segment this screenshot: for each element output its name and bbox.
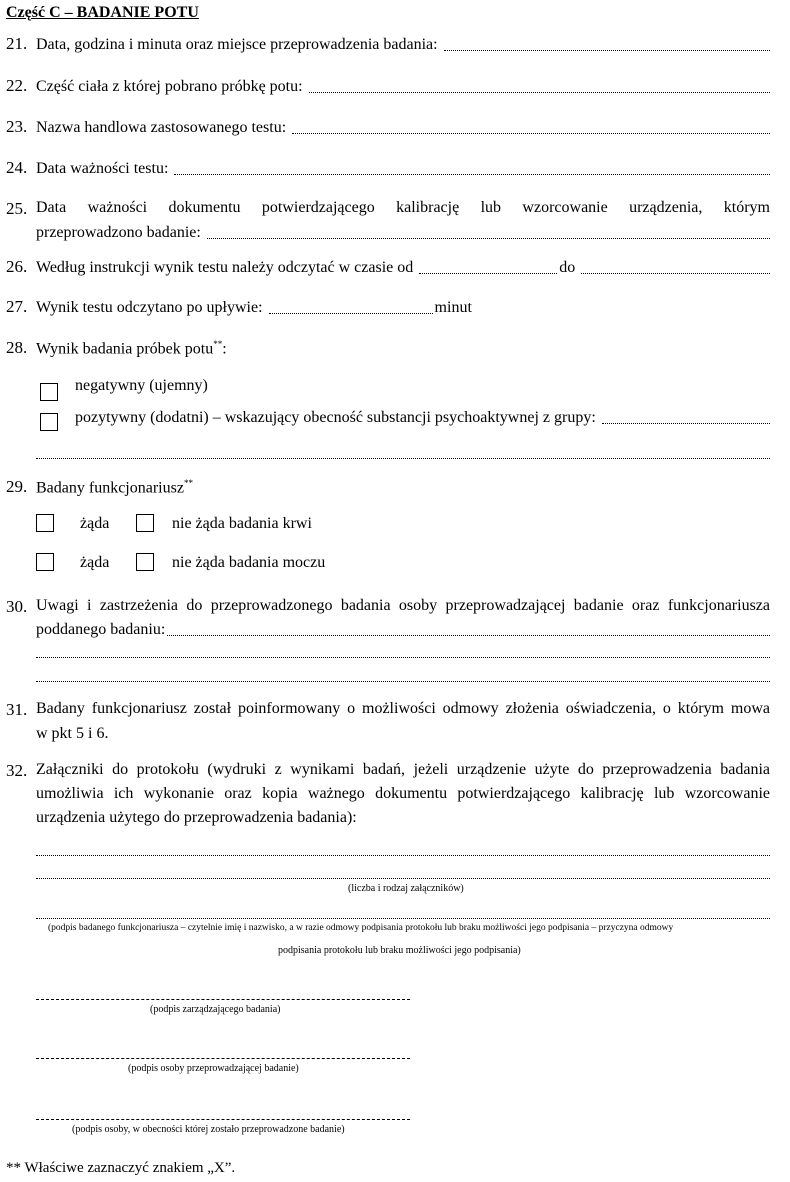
blood-demand-label: żąda: [80, 515, 110, 532]
item-number: 22.: [6, 76, 28, 95]
item-22: [6, 76, 770, 96]
item-25-line2: [36, 224, 770, 242]
item-unit: minut: [434, 299, 472, 316]
item-number: 26.: [6, 257, 28, 276]
item-24: [6, 158, 770, 178]
test-expiry-field[interactable]: [174, 173, 770, 175]
positive-checkbox[interactable]: [40, 413, 58, 431]
urine-demand-label: żąda: [80, 554, 110, 571]
urine-no-demand-checkbox[interactable]: [136, 553, 154, 571]
item-number: 30.: [6, 597, 28, 616]
item-number: 24.: [6, 158, 28, 177]
item-25-line1: Data ważności dokumentu potwierdzającego kalibrację lub wzorcowanie urządzenia, którym: [36, 199, 770, 216]
item-label: Badany funkcjonariusz**: [36, 477, 193, 496]
footnote-mark: **: [213, 338, 223, 349]
item-28: [6, 338, 770, 358]
item-26: [6, 257, 770, 277]
minutes-field[interactable]: [269, 312, 433, 314]
officer-signature-caption-1: (podpis badanego funkcjonariusza – czytelnie imię i nazwisko, a w razie odmowy podpisania protokołu lub braku możliwości jego podpisania – przyczyna odmowy: [48, 923, 674, 933]
item-21: [6, 34, 770, 54]
attachments-caption: (liczba i rodzaj załączników): [348, 883, 464, 894]
officer-signature-caption-2: podpisania protokołu lub braku możliwości jego podpisania): [278, 945, 521, 956]
item-label: Wynik testu odczytano po upływie:: [36, 299, 263, 316]
item-32-line3: urządzenia użytego do przeprowadzenia badania):: [36, 809, 357, 826]
item-label: Data ważności testu:: [36, 160, 169, 177]
attachments-field-1[interactable]: [36, 855, 770, 856]
examiner-signature-field[interactable]: [36, 1058, 410, 1059]
substance-group-field[interactable]: [602, 422, 770, 424]
item-label: Wynik badania próbek potu**:: [36, 338, 227, 357]
item-number: 27.: [6, 297, 28, 316]
body-part-field[interactable]: [309, 91, 770, 93]
negative-checkbox[interactable]: [40, 383, 58, 401]
examiner-signature-caption: (podpis osoby przeprowadzającej badanie): [128, 1063, 299, 1074]
item-32-line1: Załączniki do protokołu (wydruki z wynikami badań, jeżeli urządzenie użyte do przeprowadzenia badania: [36, 761, 770, 778]
attachments-field-2[interactable]: [36, 878, 770, 879]
test-name-field[interactable]: [292, 132, 770, 134]
footnote-mark: **: [183, 477, 193, 488]
positive-label: pozytywny (dodatni) – wskazujący obecność substancji psychoaktywnej z grupy:: [75, 409, 596, 426]
time-from-field[interactable]: [419, 272, 557, 274]
blood-demand-checkbox[interactable]: [36, 514, 54, 532]
item-32-line2: umożliwia ich wykonanie oraz kopia ważnego dokumentu potwierdzającego kalibrację lub wzorcowanie: [36, 785, 770, 802]
item-23: [6, 117, 770, 137]
item-number: 29.: [6, 477, 28, 496]
orderer-signature-field[interactable]: [36, 999, 410, 1000]
urine-demand-checkbox[interactable]: [36, 553, 54, 571]
item-label-to: do: [559, 259, 576, 276]
item-27: [6, 297, 770, 317]
item-number: 23.: [6, 117, 28, 136]
item-31-line2: w pkt 5 i 6.: [36, 725, 109, 742]
witness-signature-caption: (podpis osoby, w obecności której zostało przeprowadzone badanie): [72, 1124, 345, 1135]
calibration-date-field[interactable]: [207, 237, 770, 239]
remarks-field-2[interactable]: [36, 657, 770, 658]
time-to-field[interactable]: [581, 272, 770, 274]
officer-signature-field[interactable]: [36, 918, 770, 919]
section-title: Część C – BADANIE POTU: [6, 4, 199, 21]
item-label: Nazwa handlowa zastosowanego testu:: [36, 119, 287, 136]
negative-label: negatywny (ujemny): [75, 377, 208, 394]
item-number: 28.: [6, 338, 28, 357]
blood-no-demand-checkbox[interactable]: [136, 514, 154, 532]
remarks-field-3[interactable]: [36, 681, 770, 682]
remarks-field[interactable]: [167, 634, 770, 636]
item-label: Według instrukcji wynik testu należy odczytać w czasie od: [36, 259, 414, 276]
item-number: 25.: [6, 199, 28, 218]
footnote: ** Właściwe zaznaczyć znakiem „X”.: [6, 1160, 236, 1176]
item-31-line1: Badany funkcjonariusz został poinformowany o możliwości odmowy złożenia oświadczenia, o którym mowa: [36, 700, 770, 717]
item-number: 31.: [6, 700, 28, 719]
substance-group-field-2[interactable]: [36, 458, 770, 459]
item-number: 32.: [6, 761, 28, 780]
item-label: poddanego badaniu:: [36, 621, 166, 638]
witness-signature-field[interactable]: [36, 1119, 410, 1120]
blood-no-demand-label: nie żąda badania krwi: [172, 515, 312, 532]
item-label: przeprowadzono badanie:: [36, 224, 201, 241]
item-label: Data, godzina i minuta oraz miejsce przeprowadzenia badania:: [36, 36, 438, 53]
item-label: Część ciała z której pobrano próbkę potu:: [36, 78, 303, 95]
item-number: 21.: [6, 34, 28, 53]
item-30-line2: [36, 621, 770, 639]
item-29: [6, 477, 770, 497]
date-place-field[interactable]: [444, 49, 770, 51]
orderer-signature-caption: (podpis zarządzającego badania): [150, 1004, 281, 1015]
item-30-line1: Uwagi i zastrzeżenia do przeprowadzonego badania osoby przeprowadzającej badanie oraz funkcjonariusza: [36, 597, 770, 614]
positive-option: [75, 409, 770, 427]
urine-no-demand-label: nie żąda badania moczu: [172, 554, 326, 571]
